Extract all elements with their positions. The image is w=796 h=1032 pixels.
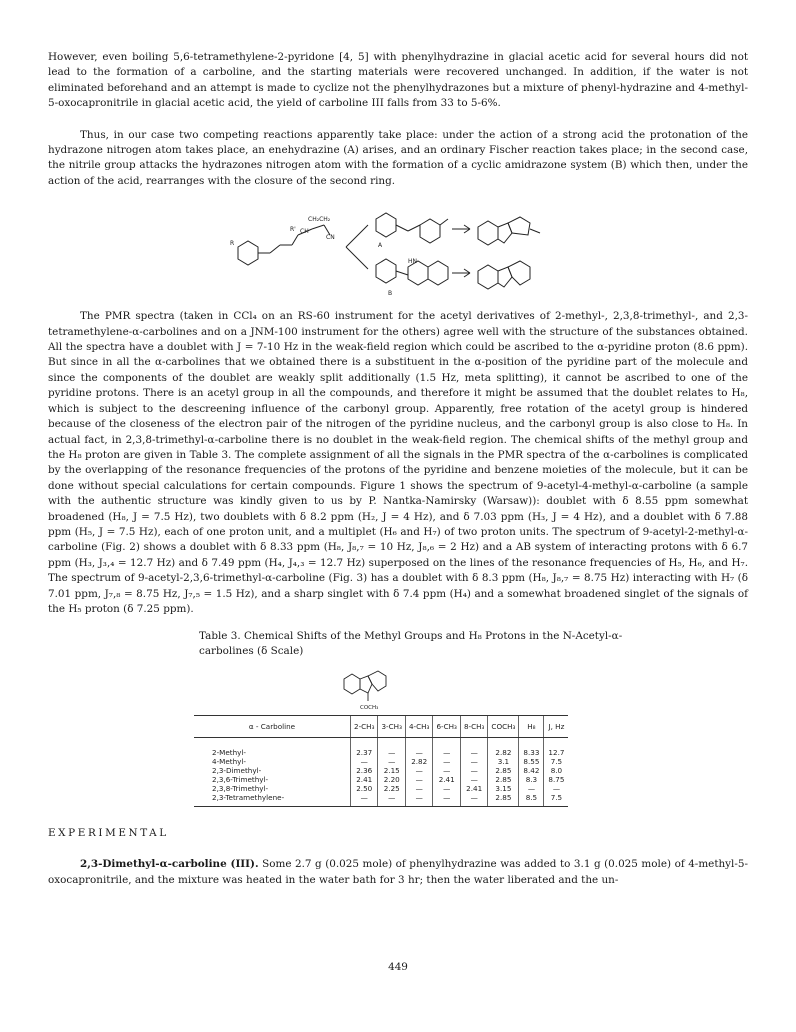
- table-cell: —: [460, 793, 487, 807]
- table-row: [194, 757, 568, 766]
- table-cell: —: [405, 793, 432, 807]
- table-cell: —: [460, 766, 487, 775]
- table-cell: —: [378, 738, 405, 758]
- table-cell: 3.1: [488, 757, 519, 766]
- table-cell: 2.85: [488, 766, 519, 775]
- table-cell: 8.42: [519, 766, 544, 775]
- table-cell: —: [460, 738, 487, 758]
- table-cell: 2,3,8-Trimethyl-: [212, 784, 269, 794]
- table-cell: —: [405, 766, 432, 775]
- section-heading-experimental: EXPERIMENTAL: [48, 827, 169, 840]
- scheme-label-r: R: [230, 240, 235, 248]
- table-cell: 2.20: [378, 775, 405, 784]
- scheme-label-ch: CH: [300, 228, 309, 236]
- scheme-label-a: A: [378, 242, 383, 250]
- table-row: [194, 793, 568, 807]
- table-cell: —: [433, 757, 460, 766]
- paragraph-4-body: Some 2.7 g (0.025 mole) of phenylhydrazine was added to 3.1 g (0.025 mole) of 4-methyl-5-oxocapronitrile, and the mixture was heated in the water bath for 3 hr; then the water liberated and the un-: [48, 858, 749, 886]
- table-cell: 7.5: [544, 757, 569, 766]
- table-cell: 2.41: [460, 784, 487, 793]
- table-cell: —: [405, 784, 432, 793]
- table-row: [194, 738, 568, 758]
- table-cell: 7.5: [544, 793, 569, 807]
- scheme-label-rprime: R': [290, 226, 296, 234]
- column-header: α - Carboline: [194, 716, 351, 738]
- table-cell: 2.82: [488, 738, 519, 758]
- table-cell: —: [460, 775, 487, 784]
- table-cell: —: [433, 784, 460, 793]
- table-cell: —: [433, 738, 460, 758]
- column-header: H₈: [519, 716, 544, 738]
- page-number: 449: [388, 961, 408, 973]
- table-caption: Table 3. Chemical Shifts of the Methyl Groups and H₈ Protons in the N-Acetyl-α-carbolines (δ Scale): [199, 630, 623, 658]
- table-cell: —: [405, 775, 432, 784]
- table-cell: 2.15: [378, 766, 405, 775]
- table-cell: 8.5: [519, 793, 544, 807]
- table-cell: —: [519, 784, 544, 793]
- paragraph-2: Thus, in our case two competing reactions apparently take place: under the action of a strong acid the protonation of the hydrazone nitrogen atom takes place, an enehydrazine (A) arises, and an ordinary Fischer reaction takes place; in the second case, the nitrile group attacks the hydrazones nitrogen atom with the formation of a cyclic amidrazone system (B) which then, under the action of the acid, rearranges with the closure of the second ring.: [48, 128, 748, 187]
- column-header: 3-CH₃: [378, 716, 405, 738]
- table-cell: —: [544, 784, 569, 793]
- table-cell: 2,3-Tetramethylene-: [194, 793, 351, 807]
- page-content: [48, 50, 748, 888]
- table-cell: 3.15: [488, 784, 519, 793]
- paragraph-4: [48, 857, 748, 888]
- column-header: 6-CH₃: [433, 716, 460, 738]
- table-cell: 2.50: [351, 784, 378, 793]
- column-header: COCH₃: [488, 716, 519, 738]
- table-cell: 8.3: [519, 775, 544, 784]
- table-cell: —: [351, 757, 378, 766]
- reaction-scheme-drawing: [208, 195, 608, 303]
- column-header: 4-CH₃: [405, 716, 432, 738]
- table-cell: 2.25: [378, 784, 405, 793]
- table-row: [194, 784, 568, 793]
- scheme-label-ch2ch2: CH₂CH₂: [308, 216, 331, 224]
- table-cell: 2.37: [351, 738, 378, 758]
- table-cell: 2.41: [433, 775, 460, 784]
- table-cell: 12.7: [544, 738, 569, 758]
- table-cell: —: [460, 757, 487, 766]
- table-cell: —: [351, 793, 378, 807]
- table-cell: 8.33: [519, 738, 544, 758]
- scheme-label-hn: HN: [408, 258, 417, 266]
- table-cell: —: [433, 766, 460, 775]
- table-cell: 8.55: [519, 757, 544, 766]
- table-cell: —: [378, 757, 405, 766]
- table-cell: 2.36: [351, 766, 378, 775]
- table-cell: —: [378, 793, 405, 807]
- table-cell: 2.85: [488, 775, 519, 784]
- column-header: 8-CH₃: [460, 716, 487, 738]
- table-cell: —: [433, 793, 460, 807]
- column-header: 2-CH₃: [351, 716, 378, 738]
- column-header: J, Hz: [544, 716, 569, 738]
- paragraph-3: The PMR spectra (taken in CCl₄ on an RS-60 instrument for the acetyl derivatives of 2-methyl-, 2,3,8-trimethyl-, and 2,3-tetramethylene-α-carbolines and on a JNM-100 instrument for the others) agree well with the structure of the substances obtained. All the spectra have a doublet with J = 7-10 Hz in the weak-field region which could be ascribed to the α-pyridine proton (8.6 ppm). But since in all the α-carbolines that we obtained there is a substituent in the α-position of the pyridine part of the molecule and since the components of the doublet are weakly split additionally (1.5 Hz, meta splitting), it cannot be ascribed to one of the pyridine protons. There is an acetyl group in all the compounds, and therefore it might be assumed that the doublet relates to H₈, which is subject to the descreening influence of the carbonyl group. Apparently, free rotation of the acetyl group is hindered because of the closeness of the electron pair of the nitrogen of the pyridine nucleus, and the carbonyl group is also close to H₈. In actual fact, in 2,3,8-trimethyl-α-carboline there is no doublet in the weak-field region. The chemical shifts of the methyl group and the H₈ proton are given in Table 3. The complete assignment of all the signals in the PMR spectra of the α-carbolines is complicated by the overlapping of the resonance frequencies of the protons of the pyridine and benzene moieties of the molecule, but it can be done without special calculations for certain compounds. Figure 1 shows the spectrum of 9-acetyl-4-methyl-α-carboline (a sample with the authentic structure was kindly given to us by P. Nantka-Namirsky (Warsaw)): doublet with δ 8.55 ppm somewhat broadened (H₈, J = 7.5 Hz), two doublets with δ 8.2 ppm (H₂, J = 4 Hz), and δ 7.03 ppm (H₃, J = 4 Hz), and a doublet with δ 7.88 ppm (H₅, J = 7.5 Hz), each of one proton unit, and a multiplet (H₆ and H₇) of two proton units. The spectrum of 9-acetyl-2-methyl-α-carboline (Fig. 2) shows a doublet with δ 8.33 ppm (H₈, J₈,₇ = 10 Hz, J₈,₆ = 2 Hz) and a AB system of interacting protons with δ 6.7 ppm (H₃, J₃,₄ = 12.7 Hz) and δ 7.49 ppm (H₄, J₄,₃ = 12.7 Hz) superposed on the lines of the resonance frequencies of H₅, H₆, and H₇. The spectrum of 9-acetyl-2,3,6-trimethyl-α-carboline (Fig. 3) has a doublet with δ 8.3 ppm (H₈, J₈,₇ = 8.75 Hz) interacting with H₇ (δ 7.01 ppm, J₇,₈ = 8.75 Hz, J₇,₅ = 1.5 Hz), and a sharp singlet with δ 7.4 ppm (H₄) and a somewhat broadened singlet of the signals of the H₅ proton (δ 7.25 ppm).: [48, 310, 748, 615]
- table-row: [194, 775, 568, 784]
- table-cell: 4-Methyl-: [212, 757, 247, 767]
- scheme-label-cn: CN: [326, 234, 335, 242]
- table-structure: [338, 663, 748, 713]
- structure-label: COCH₃: [360, 705, 379, 712]
- table-cell: 2.85: [488, 793, 519, 807]
- compound-title: 2,3-Dimethyl-α-carboline (III).: [80, 858, 259, 871]
- reaction-scheme: [48, 195, 748, 303]
- table-cell: 2-Methyl-: [212, 748, 247, 758]
- table-row: [194, 766, 568, 775]
- table-cell: 2,3,6-Trimethyl-: [212, 775, 269, 785]
- table-cell: 8.75: [544, 775, 569, 784]
- paragraph-1: However, even boiling 5,6-tetramethylene-2-pyridone [4, 5] with phenylhydrazine in glacial acetic acid for several hours did not lead to the formation of a carboline, and the starting materials were recovered unchanged. In addition, if the water is not eliminated beforehand and an attempt is made to cyclize not the phenylhydrazones but a mixture of phenyl-hydrazine and 4-methyl-5-oxocapronitrile in glacial acetic acid, the yield of carboline III falls from 33 to 5-6%.: [48, 51, 748, 110]
- table-cell: 2.82: [405, 757, 432, 766]
- table-header-row: [194, 716, 568, 738]
- table-cell: 2,3-Dimethyl-: [212, 766, 262, 776]
- table-cell: 8.0: [544, 766, 569, 775]
- scheme-label-b: B: [388, 290, 393, 298]
- table-cell: 2.41: [351, 775, 378, 784]
- table-cell: —: [405, 738, 432, 758]
- carboline-structure-drawing: [338, 663, 408, 713]
- table-3: [194, 715, 568, 807]
